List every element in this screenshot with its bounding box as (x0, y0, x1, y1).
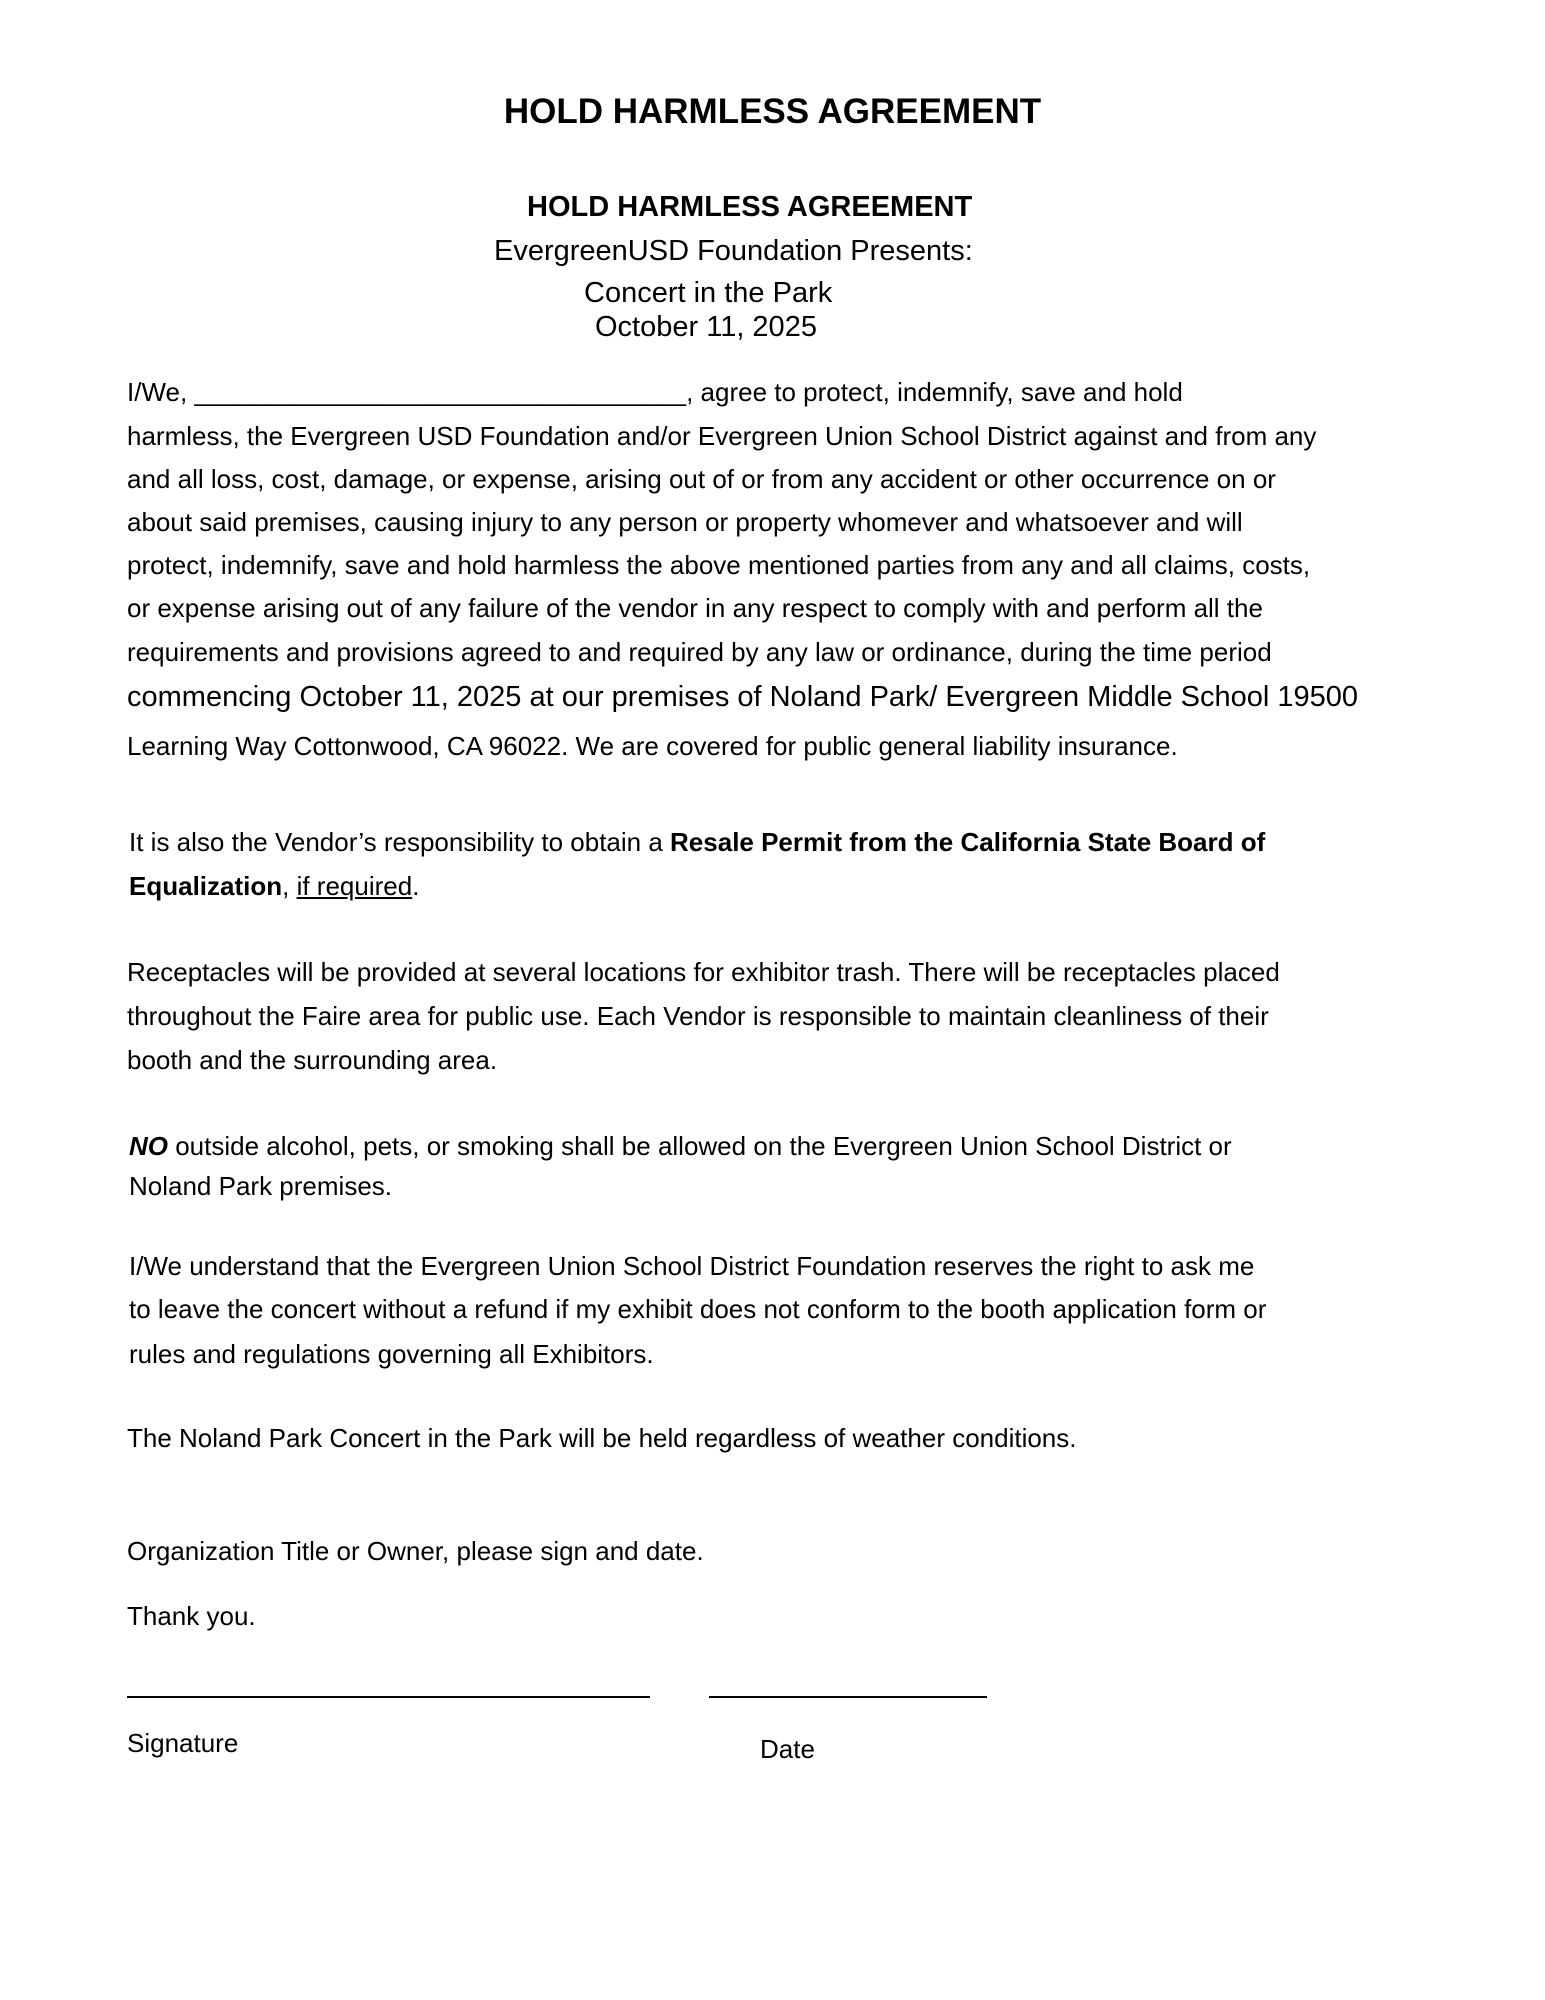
conduct-line-3: rules and regulations governing all Exhibitors. (129, 1339, 654, 1369)
indemnity-line-6: or expense arising out of any failure of the vendor in any respect to comply with and perform all the (127, 593, 1263, 623)
signature-line[interactable] (127, 1696, 650, 1698)
conduct-line-2: to leave the concert without a refund if my exhibit does not conform to the booth application form or (129, 1294, 1267, 1324)
indemnity-line-5: protect, indemnify, save and hold harmless the above mentioned parties from any and all claims, costs, (127, 550, 1311, 580)
receptacles-line-3: booth and the surrounding area. (127, 1045, 498, 1075)
indemnity-line-4: about said premises, causing injury to any person or property whomever and whatsoever and will (127, 507, 1243, 537)
indemnity-line-8: commencing October 11, 2025 at our premises of Noland Park/ Evergreen Middle School 19500 (127, 681, 1359, 713)
weather-statement: The Noland Park Concert in the Park will be held regardless of weather conditions. (127, 1423, 1077, 1453)
receptacles-line-2: throughout the Faire area for public use. Each Vendor is responsible to maintain cleanliness of their (127, 1001, 1269, 1031)
resale-permit-bold: Resale Permit from the California State Board of (670, 827, 1266, 857)
event-name: Concert in the Park (584, 277, 833, 309)
page-title: HOLD HARMLESS AGREEMENT (503, 92, 1042, 131)
name-blank-line: __________________________________ (194, 377, 687, 407)
date-line[interactable] (709, 1696, 987, 1698)
prohibitions-line-1 (129, 1131, 1232, 1161)
date-label: Date (760, 1734, 815, 1764)
resale-comma: , (282, 871, 297, 901)
indemnity-line-3: and all loss, cost, damage, or expense, arising out of or from any accident or other occurrence on or (127, 464, 1276, 494)
sign-instruction: Organization Title or Owner, please sign and date. (127, 1536, 704, 1566)
indemnity-line-1 (127, 377, 1183, 407)
indemnity-prefix: I/We, (127, 377, 195, 407)
prohibitions-line-2: Noland Park premises. (129, 1171, 392, 1201)
thanks-text: Thank you. (127, 1601, 256, 1631)
presenter-line: EvergreenUSD Foundation Presents: (494, 235, 973, 267)
signature-label: Signature (127, 1728, 239, 1758)
no-emphasis: NO (129, 1131, 168, 1161)
prohibitions-text: outside alcohol, pets, or smoking shall be allowed on the Evergreen Union School District or (168, 1131, 1232, 1161)
event-date: October 11, 2025 (595, 311, 817, 343)
indemnity-line-7: requirements and provisions agreed to and required by any law or ordinance, during the time period (127, 637, 1272, 667)
receptacles-line-1: Receptacles will be provided at several locations for exhibitor trash. There will be receptacles placed (127, 957, 1280, 987)
agreement-subtitle: HOLD HARMLESS AGREEMENT (527, 191, 973, 223)
indemnity-line-2: harmless, the Evergreen USD Foundation and/or Evergreen Union School District against and from any (127, 421, 1317, 451)
indemnity-line-9: Learning Way Cottonwood, CA 96022. We are covered for public general liability insurance. (127, 731, 1178, 761)
resale-line-2 (129, 871, 419, 901)
if-required-underlined: if required (296, 871, 413, 901)
resale-line-1 (129, 827, 1265, 857)
resale-period: . (412, 871, 420, 901)
equalization-bold: Equalization (129, 871, 283, 901)
conduct-line-1: I/We understand that the Evergreen Union School District Foundation reserves the right to ask me (129, 1251, 1255, 1281)
resale-prefix: It is also the Vendor’s responsibility to obtain a (129, 827, 671, 857)
indemnity-agree-text: , agree to protect, indemnify, save and hold (686, 377, 1183, 407)
